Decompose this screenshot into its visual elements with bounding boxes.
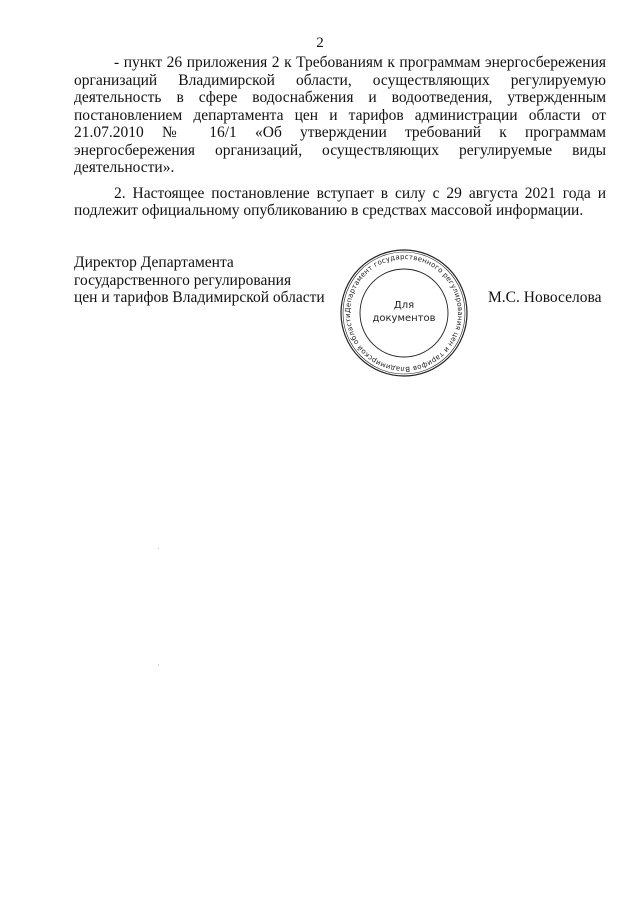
official-stamp bbox=[339, 248, 469, 378]
signature-position bbox=[74, 254, 325, 307]
paragraph-effective-date: 2. Настоящее постановление вступает в силу с 29 августа 2021 года и подлежит официальному опубликованию в средствах массовой информации. bbox=[74, 184, 606, 219]
stamp-center-line-1: Для bbox=[393, 300, 415, 311]
paragraph-item-26: - пункт 26 приложения 2 к Требованиям к программам энергосбережения организаций Владимирской области, осуществляющих регулируемую деятельность в сфере водоснабжения и водоотведения, утвержденным постановлением департамента цен и тарифов администрации области от 21.07.2010 № 16/1 «Об утверждении требований к программам энергосбережения организаций, осуществляющих регулируемые виды деятельности». bbox=[74, 54, 606, 176]
scan-speck bbox=[158, 548, 159, 549]
position-line: цен и тарифов Владимирской области bbox=[74, 289, 325, 306]
stamp-ring-text: Департамент государственного регулирования цен и тарифов Владимирской области bbox=[343, 252, 465, 374]
position-line: Директор Департамента bbox=[74, 254, 234, 271]
scan-speck bbox=[158, 664, 159, 665]
position-line: государственного регулирования bbox=[74, 271, 292, 289]
signer-name: М.С. Новоселова bbox=[488, 289, 602, 306]
stamp-center-line-2: документов bbox=[372, 313, 436, 324]
document-body bbox=[74, 54, 606, 220]
page-number: 2 bbox=[316, 35, 324, 51]
